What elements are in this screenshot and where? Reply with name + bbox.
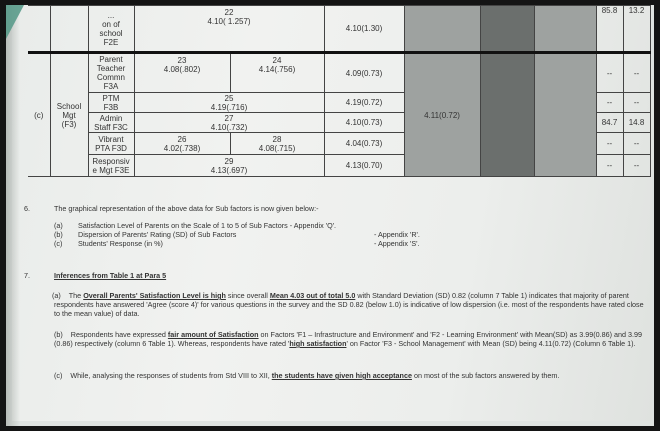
para-7a: (a) The Overall Parents' Satisfaction Level is high since overall Mean 4.03 out of total 5.0 with Standard Deviation (SD) 0.82 (column 7 Table 1) indicates that majority of parent respondents have answered 'Agree (score 4)' for various questions in the survey and the SD 0.82 (below 1.0) is indicative of low dispersion (i.e. most of the respondents have rated close to the mean value) of data.	[52, 291, 644, 318]
factor-mean-cell: 4.10(1.30)	[324, 6, 404, 53]
sub-factor-label: Parent Teacher Commn F3A	[88, 53, 134, 93]
para-6-list	[54, 221, 420, 248]
section-index: (c)	[28, 53, 50, 177]
results-table	[28, 5, 651, 177]
percent-cell: 13.2	[623, 6, 650, 53]
overall-mean-cell: 4.11(0.72)	[404, 53, 480, 177]
factor-mean-cell: 4.10(0.73)	[324, 113, 404, 133]
para-6-number: 6.	[24, 204, 30, 213]
list-item: (a) Satisfaction Level of Parents on the Scale of 1 to 5 of Sub Factors - Appendix 'Q'.	[54, 221, 337, 230]
table-row	[28, 6, 650, 53]
sub-factor-label: Admin Staff F3C	[88, 113, 134, 133]
question-cell: 26 4.02(.738)	[134, 133, 230, 155]
percent-cell: 14.8	[623, 113, 650, 133]
percent-cell: --	[596, 155, 623, 177]
para-7-number: 7.	[24, 271, 30, 280]
para-7-title: Inferences from Table 1 at Para 5	[54, 271, 167, 280]
sub-factor-label: PTM F3B	[88, 93, 134, 113]
percent-cell: --	[623, 133, 650, 155]
page-edge-shadow	[6, 5, 20, 426]
sub-factor-label: Vibrant PTA F3D	[88, 133, 134, 155]
percent-cell: --	[623, 93, 650, 113]
question-cell: 29 4.13(.697)	[134, 155, 324, 177]
sub-factor-label: ... on of school F2E	[88, 6, 134, 53]
percent-cell: --	[596, 133, 623, 155]
sub-factor-label: Responsiv e Mgt F3E	[88, 155, 134, 177]
factor-mean-cell: 4.09(0.73)	[324, 53, 404, 93]
list-item: (c) Students' Response (in %) - Appendix 'S'.	[54, 239, 420, 248]
para-6-intro: The graphical representation of the above data for Sub factors is now given below:-	[54, 204, 319, 213]
factor-mean-cell: 4.04(0.73)	[324, 133, 404, 155]
list-item: (b) Dispersion of Parents' Rating (SD) of Sub Factors - Appendix 'R'.	[54, 230, 420, 239]
question-cell: 22 4.10( 1.257)	[134, 6, 324, 53]
question-cell: 23 4.08(.802)	[134, 53, 230, 93]
para-7b: (b) Respondents have expressed fair amount of Satisfaction on Factors 'F1 – Infrastructure and Environment' and 'F2 - Learning Environment' with Mean(SD) as 3.99(0.86) and 3.99 (0.86) respectively (column 6 Table 1). Whereas, respondents have rated 'high satisfaction' on Factor 'F3 - School Management' with Mean (SD) being 4.11(0.72) (Column 6 Table 1).	[54, 330, 642, 348]
question-cell: 28 4.08(.715)	[230, 133, 324, 155]
para-7c: (c) While, analysing the responses of students from Std VIII to XII, the students have given high acceptance on most of the sub factors answered by them.	[54, 371, 560, 380]
page-corner-fold	[6, 5, 24, 39]
percent-cell: --	[623, 155, 650, 177]
screenshot-frame	[6, 5, 654, 426]
percent-cell: --	[623, 53, 650, 93]
question-cell: 24 4.14(.756)	[230, 53, 324, 93]
table-row	[28, 53, 650, 93]
question-cell: 25 4.19(.716)	[134, 93, 324, 113]
percent-cell: --	[596, 53, 623, 93]
section-label: School Mgt (F3)	[50, 53, 88, 177]
factor-mean-cell: 4.13(0.70)	[324, 155, 404, 177]
percent-cell: 84.7	[596, 113, 623, 133]
factor-mean-cell: 4.19(0.72)	[324, 93, 404, 113]
percent-cell: --	[596, 93, 623, 113]
question-cell: 27 4.10(.732)	[134, 113, 324, 133]
percent-cell: 85.8	[596, 6, 623, 53]
